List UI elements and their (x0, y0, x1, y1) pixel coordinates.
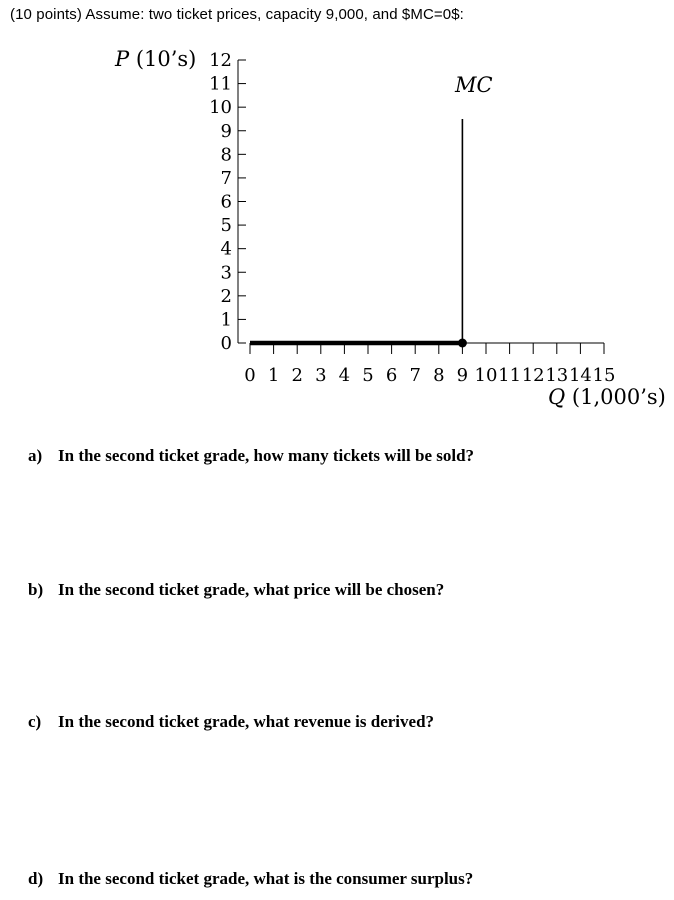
y-tick-label: 7 (220, 167, 232, 189)
x-axis-title: Q (1,000’s) (548, 385, 666, 409)
y-tick-label: 5 (220, 215, 232, 237)
y-tick-label: 10 (209, 97, 232, 119)
question-b-label: b) (28, 580, 44, 599)
x-tick-label: 12 (521, 365, 545, 386)
question-d (28, 869, 473, 889)
question-c (28, 712, 434, 732)
chart-series (250, 119, 467, 348)
y-axis (209, 50, 246, 354)
y-tick-label: 2 (220, 285, 232, 307)
question-b (28, 580, 444, 600)
y-tick-label: 6 (220, 191, 232, 213)
mc-curve-label: MC (455, 73, 493, 97)
x-axis (244, 343, 615, 386)
y-tick-label: 11 (209, 73, 232, 95)
x-tick-label: 13 (545, 365, 569, 386)
y-tick-label: 1 (220, 309, 232, 331)
x-tick-label: 1 (267, 365, 280, 386)
x-tick-label: 4 (338, 365, 351, 386)
mc-chart (0, 0, 674, 420)
x-tick-label: 7 (409, 365, 421, 386)
x-tick-label: 15 (592, 365, 616, 386)
question-c-label: c) (28, 712, 42, 731)
question-b-text: In the second ticket grade, what price will be chosen? (58, 580, 445, 599)
question-a (28, 446, 474, 466)
y-axis-title: P (10’s) (115, 47, 197, 71)
question-c-text: In the second ticket grade, what revenue is derived? (58, 712, 435, 731)
capacity-point-marker (458, 339, 467, 348)
x-tick-label: 10 (474, 365, 498, 386)
x-tick-label: 3 (315, 365, 327, 386)
y-tick-label: 9 (220, 120, 232, 142)
y-tick-label: 0 (220, 333, 232, 354)
question-d-text: In the second ticket grade, what is the consumer surplus? (58, 869, 474, 888)
y-tick-label: 8 (220, 144, 232, 166)
question-a-label: a) (28, 446, 43, 465)
y-tick-label: 12 (209, 50, 232, 71)
x-tick-label: 8 (433, 365, 445, 386)
x-tick-label: 5 (362, 365, 374, 386)
question-a-text: In the second ticket grade, how many tickets will be sold? (58, 446, 475, 465)
question-d-label: d) (28, 869, 44, 888)
x-tick-label: 9 (456, 365, 469, 386)
y-tick-label: 3 (220, 262, 232, 284)
x-tick-label: 14 (568, 365, 592, 386)
x-tick-label: 6 (385, 365, 398, 386)
problem-header: (10 points) Assume: two ticket prices, capacity 9,000, and $MC=0$: (10, 6, 464, 23)
x-tick-label: 11 (498, 365, 522, 386)
x-tick-label: 2 (291, 365, 303, 386)
y-tick-label: 4 (220, 238, 232, 260)
x-tick-label: 0 (244, 365, 256, 386)
